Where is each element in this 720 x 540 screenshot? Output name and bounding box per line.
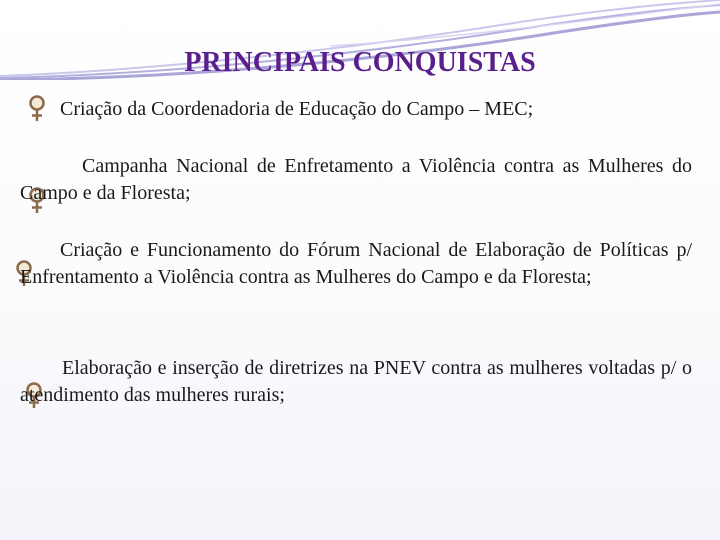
list-item bbox=[20, 237, 692, 291]
list-item-text: Criação e Funcionamento do Fórum Nacional de Elaboração de Políticas p/ Enfrentamento a Violência contra as Mulheres do Campo e da Floresta; bbox=[20, 239, 692, 288]
slide-title: PRINCIPAIS CONQUISTAS bbox=[184, 47, 536, 78]
list-item-text: Elaboração e inserção de diretrizes na PNEV contra as mulheres voltadas p/ o atendimento das mulheres rurais; bbox=[20, 357, 692, 406]
list-item-text: Criação da Coordenadoria de Educação do Campo – MEC; bbox=[60, 98, 534, 120]
list-item bbox=[20, 355, 692, 409]
list-item-text: Campanha Nacional de Enfretamento a Violência contra as Mulheres do Campo e da Floresta; bbox=[20, 155, 692, 204]
list-item bbox=[20, 96, 692, 123]
list-item bbox=[20, 153, 692, 207]
